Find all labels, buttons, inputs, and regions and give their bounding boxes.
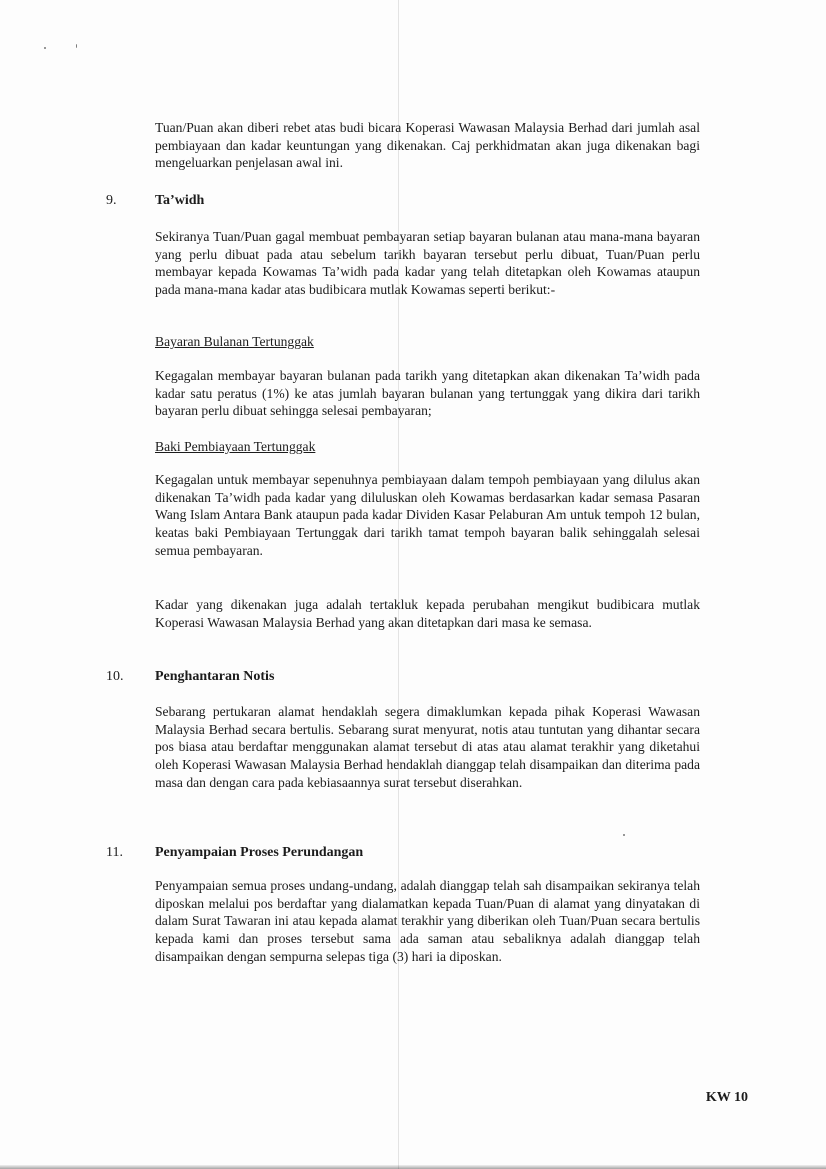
scan-fold-line	[398, 0, 399, 1169]
section-10-title: Penghantaran Notis	[155, 669, 275, 684]
scan-speck	[623, 834, 625, 836]
section-10-number: 10.	[106, 669, 124, 684]
scan-speck	[76, 44, 77, 48]
section-10-paragraph: Sebarang pertukaran alamat hendaklah segera dimaklumkan kepada pihak Koperasi Wawasan Malaysia Berhad secara bertulis. Sebarang surat menyurat, notis atau tuntutan yang dihantar secara pos biasa atau berdaftar menggunakan alamat tersebut di atas atau alamat terakhir yang diketahui oleh Koperasi Wawasan Malaysia Berhad hendaklah dianggap telah disampaikan dan diterima pada masa dan dengan cara pada kebiasaannya surat tersebut diserahkan.	[155, 704, 700, 790]
section-9-subsection-a-text: Kegagalan membayar bayaran bulanan pada tarikh yang ditetapkan akan dikenakan Ta’widh pada kadar satu peratus (1%) ke atas jumlah bayaran bulanan yang tertunggak yang dikira dari tarikh bayaran perlu dibuat sehingga selesai pembayaran;	[155, 368, 700, 419]
section-9-paragraph: Sekiranya Tuan/Puan gagal membuat pembayaran setiap bayaran bulanan atau mana-mana bayaran yang perlu dibuat pada atau sebelum tarikh bayaran tersebut perlu dibuat, Tuan/Puan perlu membayar kepada Kowamas Ta’widh pada kadar yang telah ditetapkan oleh Kowamas ataupun pada mana-mana kadar atas budibicara mutlak Kowamas seperti berikut:-	[155, 229, 700, 298]
section-11-title: Penyampaian Proses Perundangan	[155, 845, 364, 860]
section-11-paragraph: Penyampaian semua proses undang-undang, adalah dianggap telah sah disampaikan sekiranya telah diposkan melalui pos berdaftar yang dialamatkan kepada Tuan/Puan di alamat yang dinyatakan di dalam Surat Tawaran ini atau kepada alamat terakhir yang diberikan oleh Tuan/Puan secara bertulis kepada kami dan proses tersebut sama ada saman atau sebaliknya adalah dianggap telah disampaikan dengan sempurna selepas tiga (3) hari ia diposkan.	[155, 878, 700, 964]
section-11-number: 11.	[106, 845, 123, 860]
page-code: KW 10	[705, 1090, 748, 1105]
section-9-number: 9.	[106, 193, 117, 208]
section-9-title: Ta’widh	[155, 193, 205, 208]
section-9-subheading-b: Baki Pembiayaan Tertunggak	[155, 439, 316, 454]
intro-paragraph: Tuan/Puan akan diberi rebet atas budi bicara Koperasi Wawasan Malaysia Berhad dari jumlah asal pembiayaan dan kadar keuntungan yang dikenakan. Caj perkhidmatan akan juga dikenakan bagi mengeluarkan penjelasan awal ini.	[155, 120, 700, 171]
section-9-closing-text: Kadar yang dikenakan juga adalah tertakluk kepada perubahan mengikut budibicara mutlak Koperasi Wawasan Malaysia Berhad yang akan ditetapkan dari masa ke semasa.	[155, 597, 700, 630]
scan-bottom-edge	[0, 1165, 826, 1169]
section-9-subheading-a: Bayaran Bulanan Tertunggak	[155, 334, 314, 349]
section-9-subsection-b-text: Kegagalan untuk membayar sepenuhnya pembiayaan dalam tempoh pembiayaan yang dilulus akan dikenakan Ta’widh pada kadar yang diluluskan oleh Kowamas berdasarkan kadar semasa Pasaran Wang Islam Antara Bank ataupun pada kadar Dividen Kasar Pelaburan Am untuk tempoh 12 bulan, keatas baki Pembiayaan Tertunggak dari tarikh tamat tempoh bayaran balik sehinggalah selesai semua pembayaran.	[155, 472, 700, 558]
scan-speck	[44, 47, 46, 49]
